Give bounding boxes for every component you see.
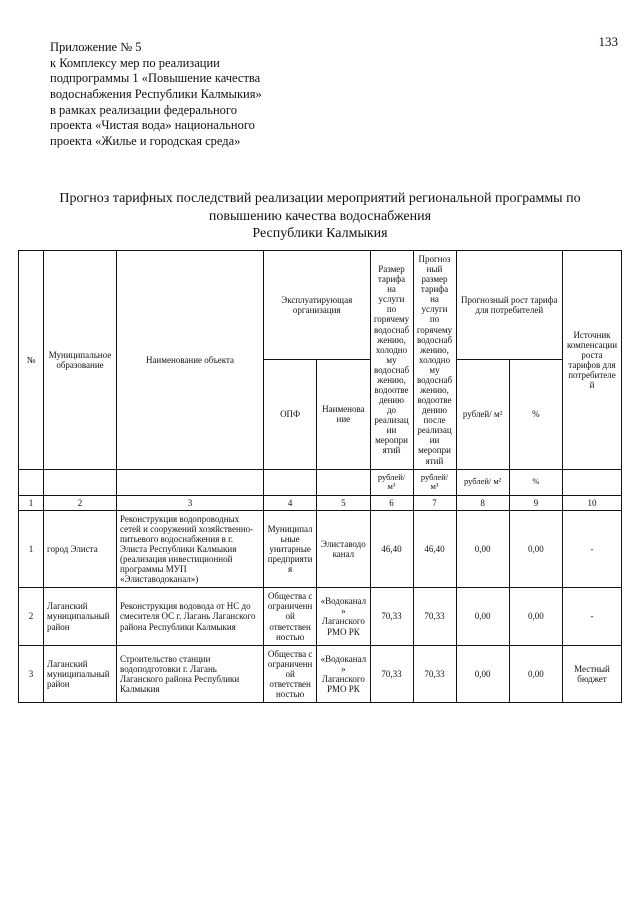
appendix-line: к Комплексу мер по реализации [50, 55, 220, 70]
cell-opf: Муниципальные унитарные предприятия [264, 510, 317, 588]
cell-no: 3 [19, 645, 44, 702]
column-number: 10 [563, 495, 622, 510]
column-number: 3 [117, 495, 264, 510]
unit-cell [44, 469, 117, 495]
table-row [19, 645, 622, 702]
cell-no: 1 [19, 510, 44, 588]
column-number: 8 [456, 495, 509, 510]
cell-tariff-before: 70,33 [370, 588, 413, 645]
column-number: 9 [509, 495, 562, 510]
header-compensation-source: Источник компенсации роста тарифов для потребителей [563, 251, 622, 470]
cell-tariff-after: 46,40 [413, 510, 456, 588]
column-number: 2 [44, 495, 117, 510]
header-no: № [19, 251, 44, 470]
cell-org-name: «Водоканал» Лаганского РМО РК [317, 645, 370, 702]
cell-tariff-before: 70,33 [370, 645, 413, 702]
header-object-name: Наименование объекта [117, 251, 264, 470]
cell-opf: Общества с ограниченной ответственностью [264, 588, 317, 645]
column-number: 7 [413, 495, 456, 510]
unit-cell [264, 469, 317, 495]
appendix-line: проекта «Жилье и городская среда» [50, 133, 241, 148]
appendix-line: Приложение № 5 [50, 40, 142, 54]
header-growth-rub: рублей/ м² [456, 360, 509, 469]
header-forecast-growth: Прогнозный рост тарифа для потребителей [456, 251, 563, 360]
cell-compensation-source: - [563, 510, 622, 588]
cell-growth-rub: 0,00 [456, 645, 509, 702]
appendix-header [50, 40, 470, 149]
column-number: 1 [19, 495, 44, 510]
header-tariff-before: Размер тарифа на услуги по горячему водоснабжению, холодному водоснабжению, водоотведению до реализации мероприятий [370, 251, 413, 470]
cell-growth-pct: 0,00 [509, 510, 562, 588]
title-line: Республики Калмыкия [252, 226, 388, 241]
header-municipality: Муниципальное образование [44, 251, 117, 470]
table-row [19, 510, 622, 588]
cell-opf: Общества с ограниченной ответственностью [264, 645, 317, 702]
unit-rub-per-m3: рублей/ м³ [413, 469, 456, 495]
page-number: 133 [598, 34, 618, 49]
cell-compensation-source: Местный бюджет [563, 645, 622, 702]
cell-growth-rub: 0,00 [456, 510, 509, 588]
cell-object-name: Строительство станции водоподготовки г. Лагань Лаганского района Республики Калмыкия [117, 645, 264, 702]
title-line: Прогноз тарифных последствий реализации мероприятий региональной программы по повышению качества водоснабжения [59, 191, 581, 224]
tariff-table-container [18, 250, 622, 870]
unit-rub-per-m2: рублей/ м² [456, 469, 509, 495]
cell-object-name: Реконструкция водовода от НС до смесителя ОС г. Лагань Лаганского района Республики Калмыкия [117, 588, 264, 645]
unit-rub-per-m3: рублей/ м³ [370, 469, 413, 495]
cell-org-name: «Водоканал» Лаганского РМО РК [317, 588, 370, 645]
cell-object-name: Реконструкция водопроводных сетей и сооружений хозяйственно-питьевого водоснабжения в г. Элиста Республики Калмыкия (реализация инвестиционной программы МУП «Элиставодоканал») [117, 510, 264, 588]
header-org-name: Наименование [317, 360, 370, 469]
cell-compensation-source: - [563, 588, 622, 645]
cell-growth-pct: 0,00 [509, 645, 562, 702]
cell-tariff-after: 70,33 [413, 645, 456, 702]
document-title [28, 190, 612, 243]
tariff-table [18, 250, 622, 703]
cell-growth-rub: 0,00 [456, 588, 509, 645]
cell-tariff-before: 46,40 [370, 510, 413, 588]
appendix-line: проекта «Чистая вода» национального [50, 118, 255, 133]
header-tariff-after: Прогнозный размер тарифа на услуги по горячему водоснабжению, холодному водоснабжению, водоотведению после реализации мероприятий [413, 251, 456, 470]
column-number: 5 [317, 495, 370, 510]
cell-municipality: Лаганский муниципальный район [44, 588, 117, 645]
header-opf: ОПФ [264, 360, 317, 469]
appendix-line: водоснабжения Республики Калмыкия» [50, 86, 262, 101]
cell-no: 2 [19, 588, 44, 645]
table-row [19, 588, 622, 645]
unit-cell [117, 469, 264, 495]
cell-growth-pct: 0,00 [509, 588, 562, 645]
header-operating-org: Эксплуатирующая организация [264, 251, 371, 360]
appendix-line: подпрограммы 1 «Повышение качества [50, 71, 261, 86]
header-growth-pct: % [509, 360, 562, 469]
unit-cell [19, 469, 44, 495]
appendix-line: в рамках реализации федерального [50, 102, 237, 117]
unit-cell [317, 469, 370, 495]
column-number: 4 [264, 495, 317, 510]
unit-percent: % [509, 469, 562, 495]
cell-tariff-after: 70,33 [413, 588, 456, 645]
unit-cell [563, 469, 622, 495]
column-number: 6 [370, 495, 413, 510]
cell-municipality: Лаганский муниципальный район [44, 645, 117, 702]
cell-org-name: Элиставодоканал [317, 510, 370, 588]
cell-municipality: город Элиста [44, 510, 117, 588]
